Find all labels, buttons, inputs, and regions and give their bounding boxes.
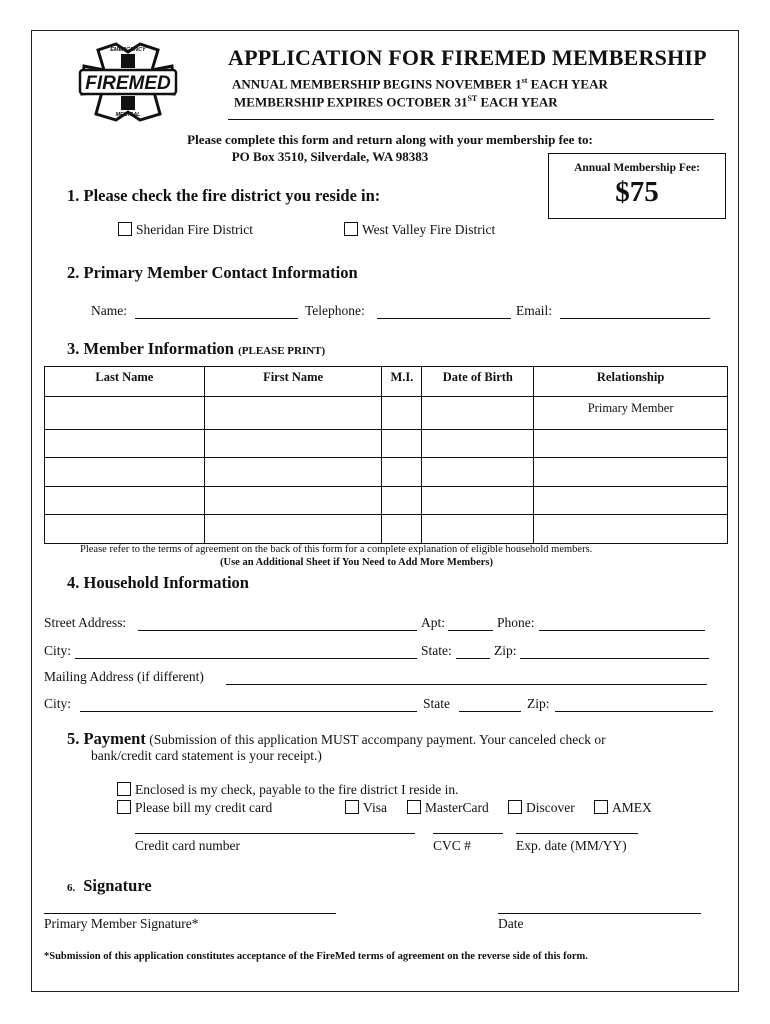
table-cell[interactable] <box>422 486 534 515</box>
city2-label: City: <box>44 696 72 711</box>
phone-label: Phone: <box>497 615 535 630</box>
table-cell[interactable] <box>382 515 422 544</box>
exp-label: Exp. date (MM/YY) <box>516 838 627 853</box>
amex-checkbox[interactable] <box>594 800 608 814</box>
fee-box <box>548 153 726 219</box>
col-mi: M.I. <box>382 367 422 397</box>
cc-number-line[interactable] <box>135 833 415 834</box>
primary-member-cell: Primary Member <box>534 397 728 430</box>
west-valley-checkbox[interactable] <box>344 222 358 236</box>
mastercard-option[interactable]: MasterCard <box>407 800 489 816</box>
table-cell[interactable] <box>45 397 205 430</box>
section5-heading: 5. Payment (Submission of this application MUST accompany payment. Your canceled check or <box>67 729 606 748</box>
additional-sheet-note: (Use an Additional Sheet if You Need to Add More Members) <box>220 557 493 568</box>
section2-heading: 2. Primary Member Contact Information <box>67 263 358 282</box>
phone-line[interactable] <box>539 630 705 631</box>
col-first-name: First Name <box>204 367 382 397</box>
table-cell[interactable] <box>204 429 382 458</box>
member-table <box>44 366 728 544</box>
table-cell[interactable] <box>204 486 382 515</box>
table-cell[interactable] <box>204 515 382 544</box>
section1-heading: 1. Please check the fire district you reside in: <box>67 186 381 205</box>
mailing-line[interactable] <box>226 684 707 685</box>
section4-heading: 4. Household Information <box>67 573 249 592</box>
header-rule <box>228 119 714 120</box>
date-line[interactable] <box>498 913 701 914</box>
table-row <box>45 458 728 487</box>
return-instructions: Please complete this form and return along with your membership fee to: <box>187 132 593 147</box>
table-cell[interactable] <box>534 429 728 458</box>
date-label: Date <box>498 916 524 931</box>
table-row <box>45 515 728 544</box>
amex-option[interactable]: AMEX <box>594 800 652 816</box>
zip-line[interactable] <box>520 658 709 659</box>
apt-label: Apt: <box>421 615 446 630</box>
sheridan-checkbox[interactable] <box>118 222 132 236</box>
telephone-line[interactable] <box>377 318 511 319</box>
city-label: City: <box>44 643 72 658</box>
table-cell[interactable] <box>422 397 534 430</box>
table-header-row <box>45 367 728 397</box>
discover-option[interactable]: Discover <box>508 800 575 816</box>
state-label: State: <box>421 643 452 658</box>
signature-label: Primary Member Signature* <box>44 916 199 931</box>
email-line[interactable] <box>560 318 710 319</box>
table-cell[interactable] <box>382 458 422 487</box>
logo-text: FIREMED <box>85 73 171 94</box>
membership-expires: MEMBERSHIP EXPIRES OCTOBER 31ST EACH YEAR <box>234 94 558 110</box>
cvc-label: CVC # <box>433 838 471 853</box>
col-last-name: Last Name <box>45 367 205 397</box>
apt-line[interactable] <box>448 630 493 631</box>
exp-line[interactable] <box>516 833 638 834</box>
table-cell[interactable] <box>204 458 382 487</box>
table-cell[interactable] <box>422 515 534 544</box>
signature-line[interactable] <box>44 913 336 914</box>
section6-heading: 6. Signature <box>67 876 152 895</box>
table-cell[interactable] <box>45 486 205 515</box>
table-row <box>45 486 728 515</box>
eligibility-note: Please refer to the terms of agreement on the back of this form for a complete explanation of eligible household members. <box>80 544 593 555</box>
return-address: PO Box 3510, Silverdale, WA 98383 <box>231 149 429 164</box>
city-line[interactable] <box>75 658 417 659</box>
cc-number-label: Credit card number <box>135 838 240 853</box>
table-row <box>45 429 728 458</box>
visa-option[interactable]: Visa <box>345 800 387 816</box>
fee-amount: $75 <box>615 176 659 208</box>
mastercard-checkbox[interactable] <box>407 800 421 814</box>
city2-line[interactable] <box>80 711 417 712</box>
fee-label: Annual Membership Fee: <box>574 162 700 174</box>
table-cell[interactable] <box>534 515 728 544</box>
svg-text:MEDICAL: MEDICAL <box>115 112 141 118</box>
table-cell[interactable] <box>382 397 422 430</box>
mailing-label: Mailing Address (if different) <box>44 669 204 684</box>
table-cell[interactable] <box>534 486 728 515</box>
email-field-label: Email: <box>516 303 552 318</box>
street-line[interactable] <box>138 630 417 631</box>
table-cell[interactable] <box>45 458 205 487</box>
table-cell[interactable] <box>382 429 422 458</box>
table-row <box>45 397 728 430</box>
svg-text:EMERGENCY: EMERGENCY <box>110 47 146 53</box>
state2-line[interactable] <box>459 711 521 712</box>
bill-card-checkbox[interactable] <box>117 800 131 814</box>
col-dob: Date of Birth <box>422 367 534 397</box>
zip2-line[interactable] <box>555 711 713 712</box>
zip2-label: Zip: <box>527 696 550 711</box>
membership-begins: ANNUAL MEMBERSHIP BEGINS NOVEMBER 1st EACH YEAR <box>232 76 608 92</box>
state-line[interactable] <box>456 658 490 659</box>
sheridan-option[interactable]: Sheridan Fire District <box>118 222 253 238</box>
table-cell[interactable] <box>45 429 205 458</box>
discover-checkbox[interactable] <box>508 800 522 814</box>
name-line[interactable] <box>135 318 298 319</box>
payment-receipt-note: bank/credit card statement is your receipt.) <box>91 748 322 763</box>
visa-checkbox[interactable] <box>345 800 359 814</box>
cvc-line[interactable] <box>433 833 503 834</box>
table-cell[interactable] <box>534 458 728 487</box>
footnote: *Submission of this application constitutes acceptance of the FireMed terms of agreement on the reverse side of this form. <box>44 951 588 962</box>
firemed-logo <box>78 42 178 122</box>
check-option[interactable]: Enclosed is my check, payable to the fire district I reside in. <box>117 782 459 798</box>
state2-label: State <box>423 696 450 711</box>
bill-card-option[interactable]: Please bill my credit card <box>117 800 272 816</box>
check-checkbox[interactable] <box>117 782 131 796</box>
telephone-field-label: Telephone: <box>305 303 365 318</box>
table-cell[interactable] <box>45 515 205 544</box>
zip-label: Zip: <box>494 643 517 658</box>
table-cell[interactable] <box>204 397 382 430</box>
table-cell[interactable] <box>382 486 422 515</box>
name-field-label: Name: <box>91 303 127 318</box>
table-cell[interactable] <box>422 429 534 458</box>
col-relationship: Relationship <box>534 367 728 397</box>
form-title: APPLICATION FOR FIREMED MEMBERSHIP <box>228 45 707 70</box>
street-label: Street Address: <box>44 615 127 630</box>
section3-heading: 3. Member Information (PLEASE PRINT) <box>67 339 326 358</box>
west-valley-option[interactable]: West Valley Fire District <box>344 222 495 238</box>
table-cell[interactable] <box>422 458 534 487</box>
